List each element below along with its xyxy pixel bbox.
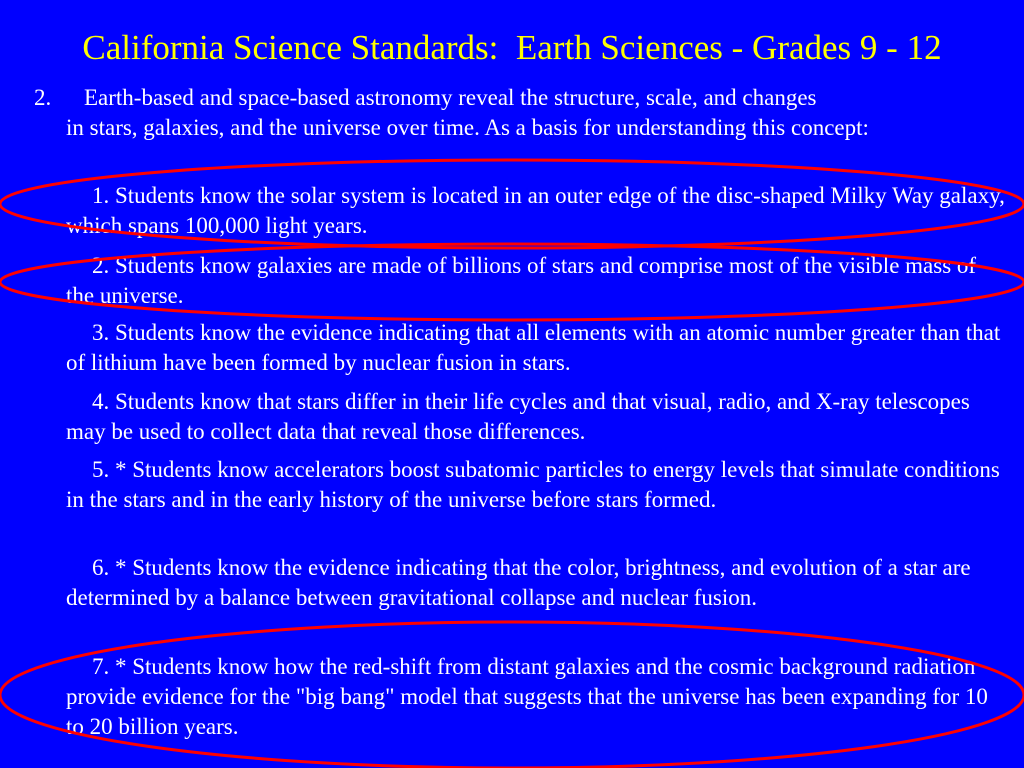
standard-item-2: 2. Students know galaxies are made of billions of stars and comprise most of the visible mass of the universe. — [66, 253, 977, 308]
standard-item-1: 1. Students know the solar system is located in an outer edge of the disc-shaped Milky Way galaxy, which spans 100,000 light years. — [66, 183, 1005, 238]
intro-line1: Earth-based and space-based astronomy reveal the structure, scale, and changes — [84, 85, 817, 110]
intro-continuation: in stars, galaxies, and the universe over time. As a basis for understanding this concept: — [66, 115, 869, 140]
standard-item-4: 4. Students know that stars differ in their life cycles and that visual, radio, and X-ray telescopes may be used to collect data that reveal those differences. — [66, 389, 970, 444]
intro-first-line — [28, 83, 1000, 113]
standard-item-6: 6. * Students know the evidence indicating that the color, brightness, and evolution of a star are determined by a balance between gravitational collapse and nuclear fusion. — [66, 555, 971, 610]
standard-item-7: 7. * Students know how the red-shift from distant galaxies and the cosmic background radiation provide evidence for the "big bang" model that suggests that the universe has been expanding for 10 to 20 billion years. — [66, 654, 988, 739]
standard-number: 2. — [34, 85, 52, 110]
slide-title: California Science Standards: Earth Sciences - Grades 9 - 12 — [82, 28, 942, 67]
standard-intro — [28, 83, 1000, 143]
standard-item-5: 5. * Students know accelerators boost subatomic particles to energy levels that simulate conditions in the stars and in the early history of the universe before stars formed. — [66, 457, 1000, 512]
standard-item-3: 3. Students know the evidence indicating that all elements with an atomic number greater than that of lithium have been formed by nuclear fusion in stars. — [66, 320, 1001, 375]
